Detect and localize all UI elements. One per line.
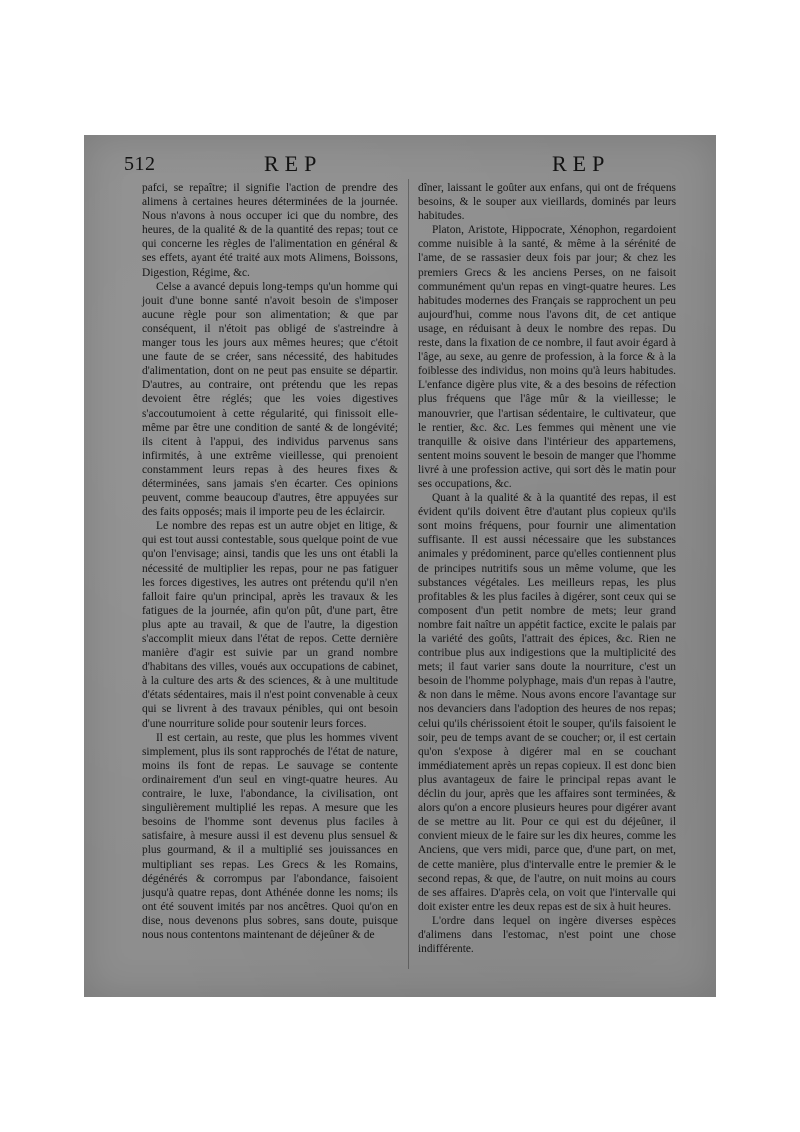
scanned-page bbox=[84, 135, 716, 997]
right-column bbox=[418, 181, 676, 956]
paragraph: Il est certain, au reste, que plus les hommes vivent simplement, plus ils sont rapprochés de l'état de nature, moins ils font de repas. Le sauvage se contente ordinairement d'un seul en vingt-quatre heures. Au contraire, le luxe, l'abondance, la civilisation, ont singulièrement multiplié les repas. A mesure que les besoins de l'homme sont devenus plus faciles à satisfaire, à mesure aussi il est devenu plus sensuel & plus gourmand, & il a multiplié ses jouissances en multipliant ses repas. Les Grecs & les Romains, dégénérés & corrompus par l'abondance, faisoient jusqu'à quatre repas, dont Athénée donne les noms; ils ont été souvent imités par nos ancêtres. Quoi qu'on en dise, nous devenons plus sobres, sans doute, puisque nous nous contentons maintenant de déjeûner & de bbox=[142, 731, 398, 941]
left-column bbox=[142, 181, 398, 942]
paragraph: pafci, se repaître; il signifie l'action de prendre des alimens à certaines heures déterminées de la journée. Nous n'avons à nous occuper ici que du nombre, des heures, de la qualité & de la quantité des repas; tout ce qui concerne les règles de l'alimentation en général & ses effets, ayant été traité aux mots Alimens, Boissons, Digestion, Régime, &c. bbox=[142, 182, 398, 279]
paragraph: dîner, laissant le goûter aux enfans, qui ont de fréquens besoins, & le souper aux vieillards, dominés par leurs habitudes. bbox=[418, 182, 676, 223]
paragraph: Platon, Aristote, Hippocrate, Xénophon, regardoient comme nuisible à la santé, & même à la sérénité de l'ame, de se rassasier deux fois par jour; & chez les premiers Grecs & les anciens Perses, on ne faisoit communément qu'un repas en vingt-quatre heures. Les habitudes modernes des Français se rapprochent un peu aujourd'hui, comme nous l'avons dit, de cet antique usage, en réduisant à deux le nombre des repas. Du reste, dans la fixation de ce nombre, il faut avoir égard à l'âge, au sexe, au genre de profession, à la force & à la foiblesse des individus, non moins qu'à leurs habitudes. L'enfance digère plus vite, & a des besoins de réfection plus fréquens que l'âge mûr & la vieillesse; le manouvrier, que l'artisan sédentaire, le cultivateur, que le rentier, &c. &c. Les femmes qui mènent une vie tranquille & oisive dans l'intérieur des appartemens, sentent moins souvent le besoin de manger que l'homme livré à une profession active, qui sort dès le matin pour ses occupations, &c. bbox=[418, 224, 676, 490]
running-head-right: REP bbox=[552, 151, 611, 176]
paragraph: Quant à la qualité & à la quantité des repas, il est évident qu'ils doivent être d'autant plus copieux qu'ils sont moins fréquens, pour fournir une alimentation suffisante. Il est aussi nécessaire que les substances animales y prédominent, parce qu'elles contiennent plus de principes nutritifs sous un même volume, que les substances végétales. Les meilleurs repas, les plus profitables & les plus faciles à digérer, sont ceux qui se composent d'un petit nombre de mets; leur grand nombre fait naître un appétit factice, excite le palais par la variété des goûts, l'attrait des épices, &c. Rien ne contribue plus aux indigestions que la multiplicité des mets; il faut varier sans doute la nourriture, c'est un besoin de l'homme polyphage, mais d'un repas à l'autre, & non dans le même. Nous avons encore l'avantage sur nos devanciers dans l'adoption des heures de nos repas; celui qu'ils chérissoient étoit le souper, qu'ils faisoient le soir, peu de temps avant de se coucher; or, il est certain qu'on s'expose à digérer mal en se couchant immédiatement après un repas copieux. Il est donc bien plus avantageux de faire le principal repas avant le déclin du jour, après que les affaires sont terminées, & alors qu'on a encore plusieurs heures pour digérer avant de se mettre au lit. Pour ce qui est du déjeûner, il convient mieux de le faire sur les dix heures, comme les Anciens, que vers midi, parce que, d'une part, on met, de cette manière, plus d'intervalle entre le premier & le second repas, & que, de l'autre, on nuit moins au cours de ses affaires. D'après cela, on voit que l'intervalle qui doit exister entre les deux repas est de six à huit heures. bbox=[418, 492, 676, 913]
running-head-left: REP bbox=[264, 151, 323, 176]
paragraph: Le nombre des repas est un autre objet en litige, & qui est tout aussi contestable, sous quelque point de vue qu'on l'envisage; ainsi, tandis que les uns ont établi la nécessité de multiplier les repas, pour ne pas fatiguer les forces digestives, les autres ont prétendu qu'il n'en falloit faire qu'un principal, après les travaux & les fatigues de la journée, afin qu'on pût, d'une part, être plus apte au travail, & que de l'autre, la digestion s'accomplit mieux dans l'état de repos. Cette dernière manière d'agir est suivie par un grand nombre d'habitans des villes, voués aux occupations de cabinet, à la culture des arts & des sciences, & à une multitude d'états sédentaires, mais il n'est point convenable à ceux qui se livrent à des travaux pénibles, qui ont besoin d'une nourriture solide pour soutenir leurs forces. bbox=[142, 520, 398, 730]
column-divider bbox=[408, 179, 409, 969]
paragraph: L'ordre dans lequel on ingère diverses espèces d'alimens dans l'estomac, n'est point une chose indifférente. bbox=[418, 914, 676, 956]
page-header bbox=[124, 151, 714, 181]
paragraph: Celse a avancé depuis long-temps qu'un homme qui jouit d'une bonne santé n'avoit besoin de s'imposer aucune règle pour son alimentation; & que par conséquent, il n'étoit pas obligé de s'astreindre à manger tous les jours aux mêmes heures; que c'étoit une faute de se créer, sans nécessité, des habitudes d'alimentation, dont on ne peut pas ensuite se départir. D'autres, au contraire, ont prétendu que les repas devoient être réglés; que les voies digestives s'accoutumoient à cette régularité, qui finissoit elle-même par être une condition de santé & de longévité; ils citent à l'appui, des individus parvenus sans infirmités, à une extrême vieillesse, qui prenoient constamment leurs repas à des heures fixes & déterminées, sans jamais s'en écarter. Ces opinions peuvent, comme beaucoup d'autres, être appuyées sur des faits opposés; mais il importe peu de les éclaircir. bbox=[142, 280, 398, 519]
page-number: 512 bbox=[124, 153, 156, 175]
